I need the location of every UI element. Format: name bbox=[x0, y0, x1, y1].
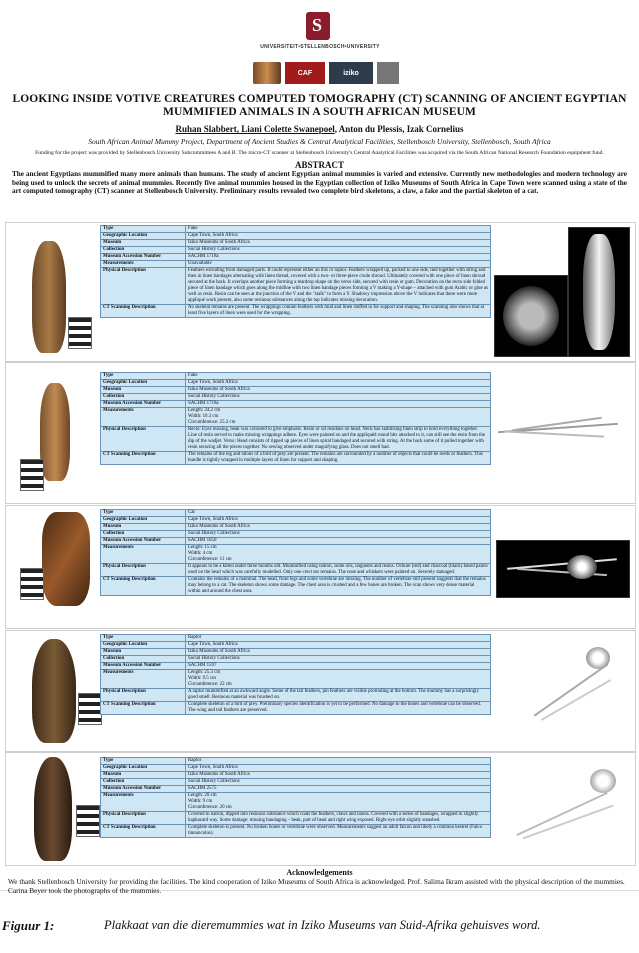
measurement-line: Width: 10.3 cm bbox=[188, 414, 219, 419]
label-type: Type bbox=[101, 635, 186, 642]
label-geo: Geographic Location bbox=[101, 380, 186, 387]
authors-underlined: Ruhan Slabbert, Liani Colette Swanepoel bbox=[175, 124, 335, 134]
abstract-title: ABSTRACT bbox=[294, 160, 344, 170]
ct-scan-claw bbox=[492, 401, 628, 461]
logo-area bbox=[0, 0, 639, 92]
value-measurements bbox=[186, 261, 491, 268]
acknowledgements-body: We thank Stellenbosch University for providing the facilities. The kind cooperation of Iziko Museums of South Africa is acknowledged. Prof. Salima Ikram assisted with the physical description of the mummies. Carina Beyer took the photographs of the mummies. bbox=[8, 877, 625, 895]
value-measurements bbox=[186, 670, 491, 689]
scale-bar bbox=[78, 693, 102, 725]
affiliation: South African Animal Mummy Project, Department of Ancient Studies & Central Analytical Facilities, Stellenbosch University, Stellenbosch, South Africa bbox=[88, 137, 551, 146]
value-accession: SACHM 1718a bbox=[186, 401, 491, 408]
mummy-photo-raptor-2 bbox=[34, 757, 72, 861]
value-ct: Complete skeleton of a bird of prey. Preliminary species identification is yet to be performed. No damage to the bones and vertebrae can be observed. The wing and tail feathers are preserved. bbox=[186, 702, 491, 715]
value-geo: Cape Town, South Africa bbox=[186, 380, 491, 387]
label-geo: Geographic Location bbox=[101, 517, 186, 524]
value-collection: Social History Collections bbox=[186, 247, 491, 254]
measurement-line: Width: 9 cm bbox=[188, 799, 213, 804]
label-measurements: Measurements bbox=[101, 545, 186, 564]
value-geo: Cape Town, South Africa bbox=[186, 517, 491, 524]
specimen-table-2 bbox=[100, 372, 491, 465]
label-museum: Museum bbox=[101, 772, 186, 779]
value-type: Fake bbox=[186, 373, 491, 380]
label-measurements: Measurements bbox=[101, 793, 186, 812]
value-geo: Cape Town, South Africa bbox=[186, 642, 491, 649]
value-museum: Iziko Museums of South Africa bbox=[186, 649, 491, 656]
measurement-line: Circumference: 20 cm bbox=[188, 805, 232, 810]
authors-rest: , Anton du Plessis, Izak Cornelius bbox=[334, 124, 464, 134]
label-measurements: Measurements bbox=[101, 408, 186, 427]
figure-caption bbox=[0, 915, 639, 953]
measurement-line: Width: 9.5 cm bbox=[188, 676, 216, 681]
value-accession: SACHM 1650 bbox=[186, 538, 491, 545]
label-geo: Geographic Location bbox=[101, 642, 186, 649]
value-physical: Recto: Eyes missing, beak was coloured to give emphasis. Resin or oil residues on head. Neck has stabilising linen strip to hold everything together. Line of resin served to make missing wrappings adhere. Eyes were painted on and the appliquéd round bits attached to it, can still see the resin from the dip of the wadjet. Verso: Head consists of ripped up pieces of linen spiral bandaged and secured with string. At the back some of it pulled together with resin securing all the pieces together. No sewing observed under magnifying glass. Does not smell bad. bbox=[186, 427, 491, 452]
value-museum: Iziko Museums of South Africa bbox=[186, 772, 491, 779]
scale-bar bbox=[68, 317, 92, 349]
value-collection: Social History Collections bbox=[186, 394, 491, 401]
value-physical: It appears to be a kitten under three months old. Mummified using natron, some oils, unguents and resins. Ochure (red) and charcoal (black) based paints used on the head which was carefully modelled. Only one crect ear remains. The nose and whiskers were painted on. Severely damaged. bbox=[186, 564, 491, 577]
mummy-photo-cat bbox=[42, 512, 90, 606]
value-museum: Iziko Museums of South Africa bbox=[186, 524, 491, 531]
label-accession: Museum Accession Number bbox=[101, 663, 186, 670]
ct-scan-raptor-2 bbox=[506, 759, 628, 859]
value-ct: Complete skeleton is present. No broken bones or vertebrae were observed. Measurements suggest an adult falcon and likely a common kestrel (Falco tinnunculus). bbox=[186, 825, 491, 838]
measurement-line: Unavailable bbox=[188, 261, 212, 266]
poster-title: LOOKING INSIDE VOTIVE CREATURES COMPUTED TOMOGRAPHY (CT) SCANNING OF ANCIENT EGYPTIAN MUMMIFIED ANIMALS IN A SOUTH AFRICAN MUSEUM bbox=[12, 93, 627, 118]
value-museum: Iziko Museums of South Africa bbox=[186, 240, 491, 247]
funding-note: Funding for the project was provided by Stellenbosch University Subcommittees A and B. The micro-CT scanner at Stellenbosch University's Central Analytical Facilities was acquired via the South African National Research Foundation equipment fund. bbox=[35, 150, 604, 156]
measurement-line: Width: 4 cm bbox=[188, 551, 213, 556]
measurement-line: Circumference: 22 cm bbox=[188, 682, 232, 687]
value-physical: Feathers extruding from damaged parts. It could represent either an ibis or raptor. Feathers wrapped up, packed to one side, tied together with string and then in linen bandages alternating with linen thread, covered with a two- or three-piece crude shroud. Ultimately covered with one piece of linen shroud secured at the back. It overlaps another piece forming a teardrop shape on the verso side, secured with resin or gum. Decoration on the recto side folded piece of linen bandage which goes along the midline with two linen bandage pieces forming a V making a Y-shape – attached with gum Arabic or glue as well as resin. Resin can be seen at the junction of the V and the "stalk" to form a Y. Shadowy impression above the V indicates that there were more appliqué work present, also some resinous substances along the top indicates missing decoration. bbox=[186, 268, 491, 305]
value-type: Fake bbox=[186, 226, 491, 233]
caption-label: Figuur 1: bbox=[2, 918, 55, 933]
label-museum: Museum bbox=[101, 387, 186, 394]
university-name: UNIVERSITEIT•STELLENBOSCH•UNIVERSITY bbox=[260, 44, 380, 50]
value-collection: Social History Collections bbox=[186, 531, 491, 538]
value-museum: Iziko Museums of South Africa bbox=[186, 387, 491, 394]
label-measurements: Measurements bbox=[101, 261, 186, 268]
value-measurements bbox=[186, 408, 491, 427]
acknowledgements-title: Acknowledgements bbox=[286, 868, 353, 877]
label-accession: Museum Accession Number bbox=[101, 401, 186, 408]
label-museum: Museum bbox=[101, 649, 186, 656]
ct-scan-raptor bbox=[516, 639, 628, 743]
stellenbosch-logo bbox=[306, 12, 330, 40]
measurement-line: Length: 15 cm bbox=[188, 545, 217, 550]
value-ct: No skeletal remains are present. The wrappings contain feathers with mud and linen stuffed in for support and shaping. The scanning also shows that at least five layers of linen were used for the wrapping. bbox=[186, 305, 491, 318]
label-ct: CT Scanning Description bbox=[101, 305, 186, 318]
partner-logos bbox=[253, 62, 399, 84]
label-ct: CT Scanning Description bbox=[101, 452, 186, 465]
label-ct: CT Scanning Description bbox=[101, 825, 186, 838]
mummy-photo-fake-2 bbox=[40, 383, 70, 481]
value-geo: Cape Town, South Africa bbox=[186, 233, 491, 240]
scale-bar bbox=[76, 805, 100, 837]
value-collection: Social History Collections bbox=[186, 656, 491, 663]
measurement-line: Length: 20 cm bbox=[188, 793, 217, 798]
ct-scan-cross-section bbox=[494, 275, 568, 357]
value-ct: The remains of the leg and talons of a bird of prey are present. The remains are surrounded by a number of objects that could be reeds or feathers. This bundle is tightly wrapped in multiple layers of linen for support and shaping. bbox=[186, 452, 491, 465]
label-collection: Collection bbox=[101, 531, 186, 538]
scale-bar bbox=[20, 568, 44, 600]
label-collection: Collection bbox=[101, 656, 186, 663]
label-type: Type bbox=[101, 510, 186, 517]
mummy-photo-fake bbox=[32, 241, 66, 353]
value-geo: Cape Town, South Africa bbox=[186, 765, 491, 772]
label-accession: Museum Accession Number bbox=[101, 254, 186, 261]
label-physical: Physical Description bbox=[101, 812, 186, 825]
label-physical: Physical Description bbox=[101, 689, 186, 702]
label-type: Type bbox=[101, 373, 186, 380]
measurement-line: Length: 34.2 cm bbox=[188, 408, 221, 413]
specimen-table-3 bbox=[100, 509, 491, 596]
value-type: Raptor bbox=[186, 758, 491, 765]
value-accession: SACHM 2575 bbox=[186, 786, 491, 793]
value-type: Cat bbox=[186, 510, 491, 517]
value-accession: SACHM 1597 bbox=[186, 663, 491, 670]
label-accession: Museum Accession Number bbox=[101, 786, 186, 793]
authors bbox=[10, 124, 629, 134]
label-museum: Museum bbox=[101, 240, 186, 247]
value-collection: Social History Collections bbox=[186, 779, 491, 786]
value-physical: A raptor mummified at an awkward angle. Some of the tail feathers, pin feathers are visible protruding at the bottom. The mummy has a surprisingly good smell. Resinous material was brushed on. bbox=[186, 689, 491, 702]
label-geo: Geographic Location bbox=[101, 233, 186, 240]
label-collection: Collection bbox=[101, 247, 186, 254]
value-ct: Contains the remains of a mammal. The head, front legs and some vertebrae are missing. The number of vertebrae still present suggests that the remains may belong to a cat. The skeleton shows some damage. The chest area is crushed and a few bones are broken. The scan shows very dense material within and around the chest area. bbox=[186, 577, 491, 596]
faces-logo bbox=[253, 62, 281, 84]
label-collection: Collection bbox=[101, 779, 186, 786]
measurement-line: Circumference: 25.2 cm bbox=[188, 420, 236, 425]
label-ct: CT Scanning Description bbox=[101, 702, 186, 715]
value-measurements bbox=[186, 545, 491, 564]
value-physical: Covered in natron, dipped into resinous substance which coats the feathers, claws and talons. Covered with a series of bandages, wrapped in slightly haphazard way. Some damage: missing bandaging – beak, part of head and right wing exposed. Right eye orbit slightly smashed. bbox=[186, 812, 491, 825]
specimen-table-4 bbox=[100, 634, 491, 715]
value-accession: SACHM 1718a bbox=[186, 254, 491, 261]
value-measurements bbox=[186, 793, 491, 812]
label-physical: Physical Description bbox=[101, 564, 186, 577]
iziko-logo: iziko bbox=[329, 62, 373, 84]
label-measurements: Measurements bbox=[101, 670, 186, 689]
caption-text: Plakkaat van die dieremummies wat in Iziko Museums van Suid-Afrika gehuisves word. bbox=[104, 918, 541, 932]
label-collection: Collection bbox=[101, 394, 186, 401]
ct-scan-longitudinal bbox=[568, 227, 630, 357]
specimen-table-1 bbox=[100, 225, 491, 318]
measurement-line: Circumference: 11 cm bbox=[188, 557, 232, 562]
measurement-line: Length: 25.3 cm bbox=[188, 670, 221, 675]
label-physical: Physical Description bbox=[101, 427, 186, 452]
label-ct: CT Scanning Description bbox=[101, 577, 186, 596]
mummy-photo-raptor bbox=[32, 639, 76, 743]
abstract-body: The ancient Egyptians mummified many more animals than humans. The study of ancient Egyptian animal mummies is varied and extensive. Currently new methodologies and modern technology are being used to unlock the secrets of animal mummies. Recently five animal mummies housed in the Egyptian collection of Iziko Museums of South Africa in Cape Town were scanned using a state of the art computed tomography (CT) scanner at Stellenbosch University. Preliminary results revealed two complete bird skeletons, a claw, a fake and the partial skeleton of a cat. bbox=[12, 170, 627, 196]
label-geo: Geographic Location bbox=[101, 765, 186, 772]
value-type: Raptor bbox=[186, 635, 491, 642]
extra-logo bbox=[377, 62, 399, 84]
label-museum: Museum bbox=[101, 524, 186, 531]
label-type: Type bbox=[101, 226, 186, 233]
label-accession: Museum Accession Number bbox=[101, 538, 186, 545]
label-type: Type bbox=[101, 758, 186, 765]
scale-bar bbox=[20, 459, 44, 491]
specimen-table-5 bbox=[100, 757, 491, 838]
caf-logo: CAF bbox=[285, 62, 325, 84]
ct-scan-cat bbox=[496, 540, 630, 598]
label-physical: Physical Description bbox=[101, 268, 186, 305]
